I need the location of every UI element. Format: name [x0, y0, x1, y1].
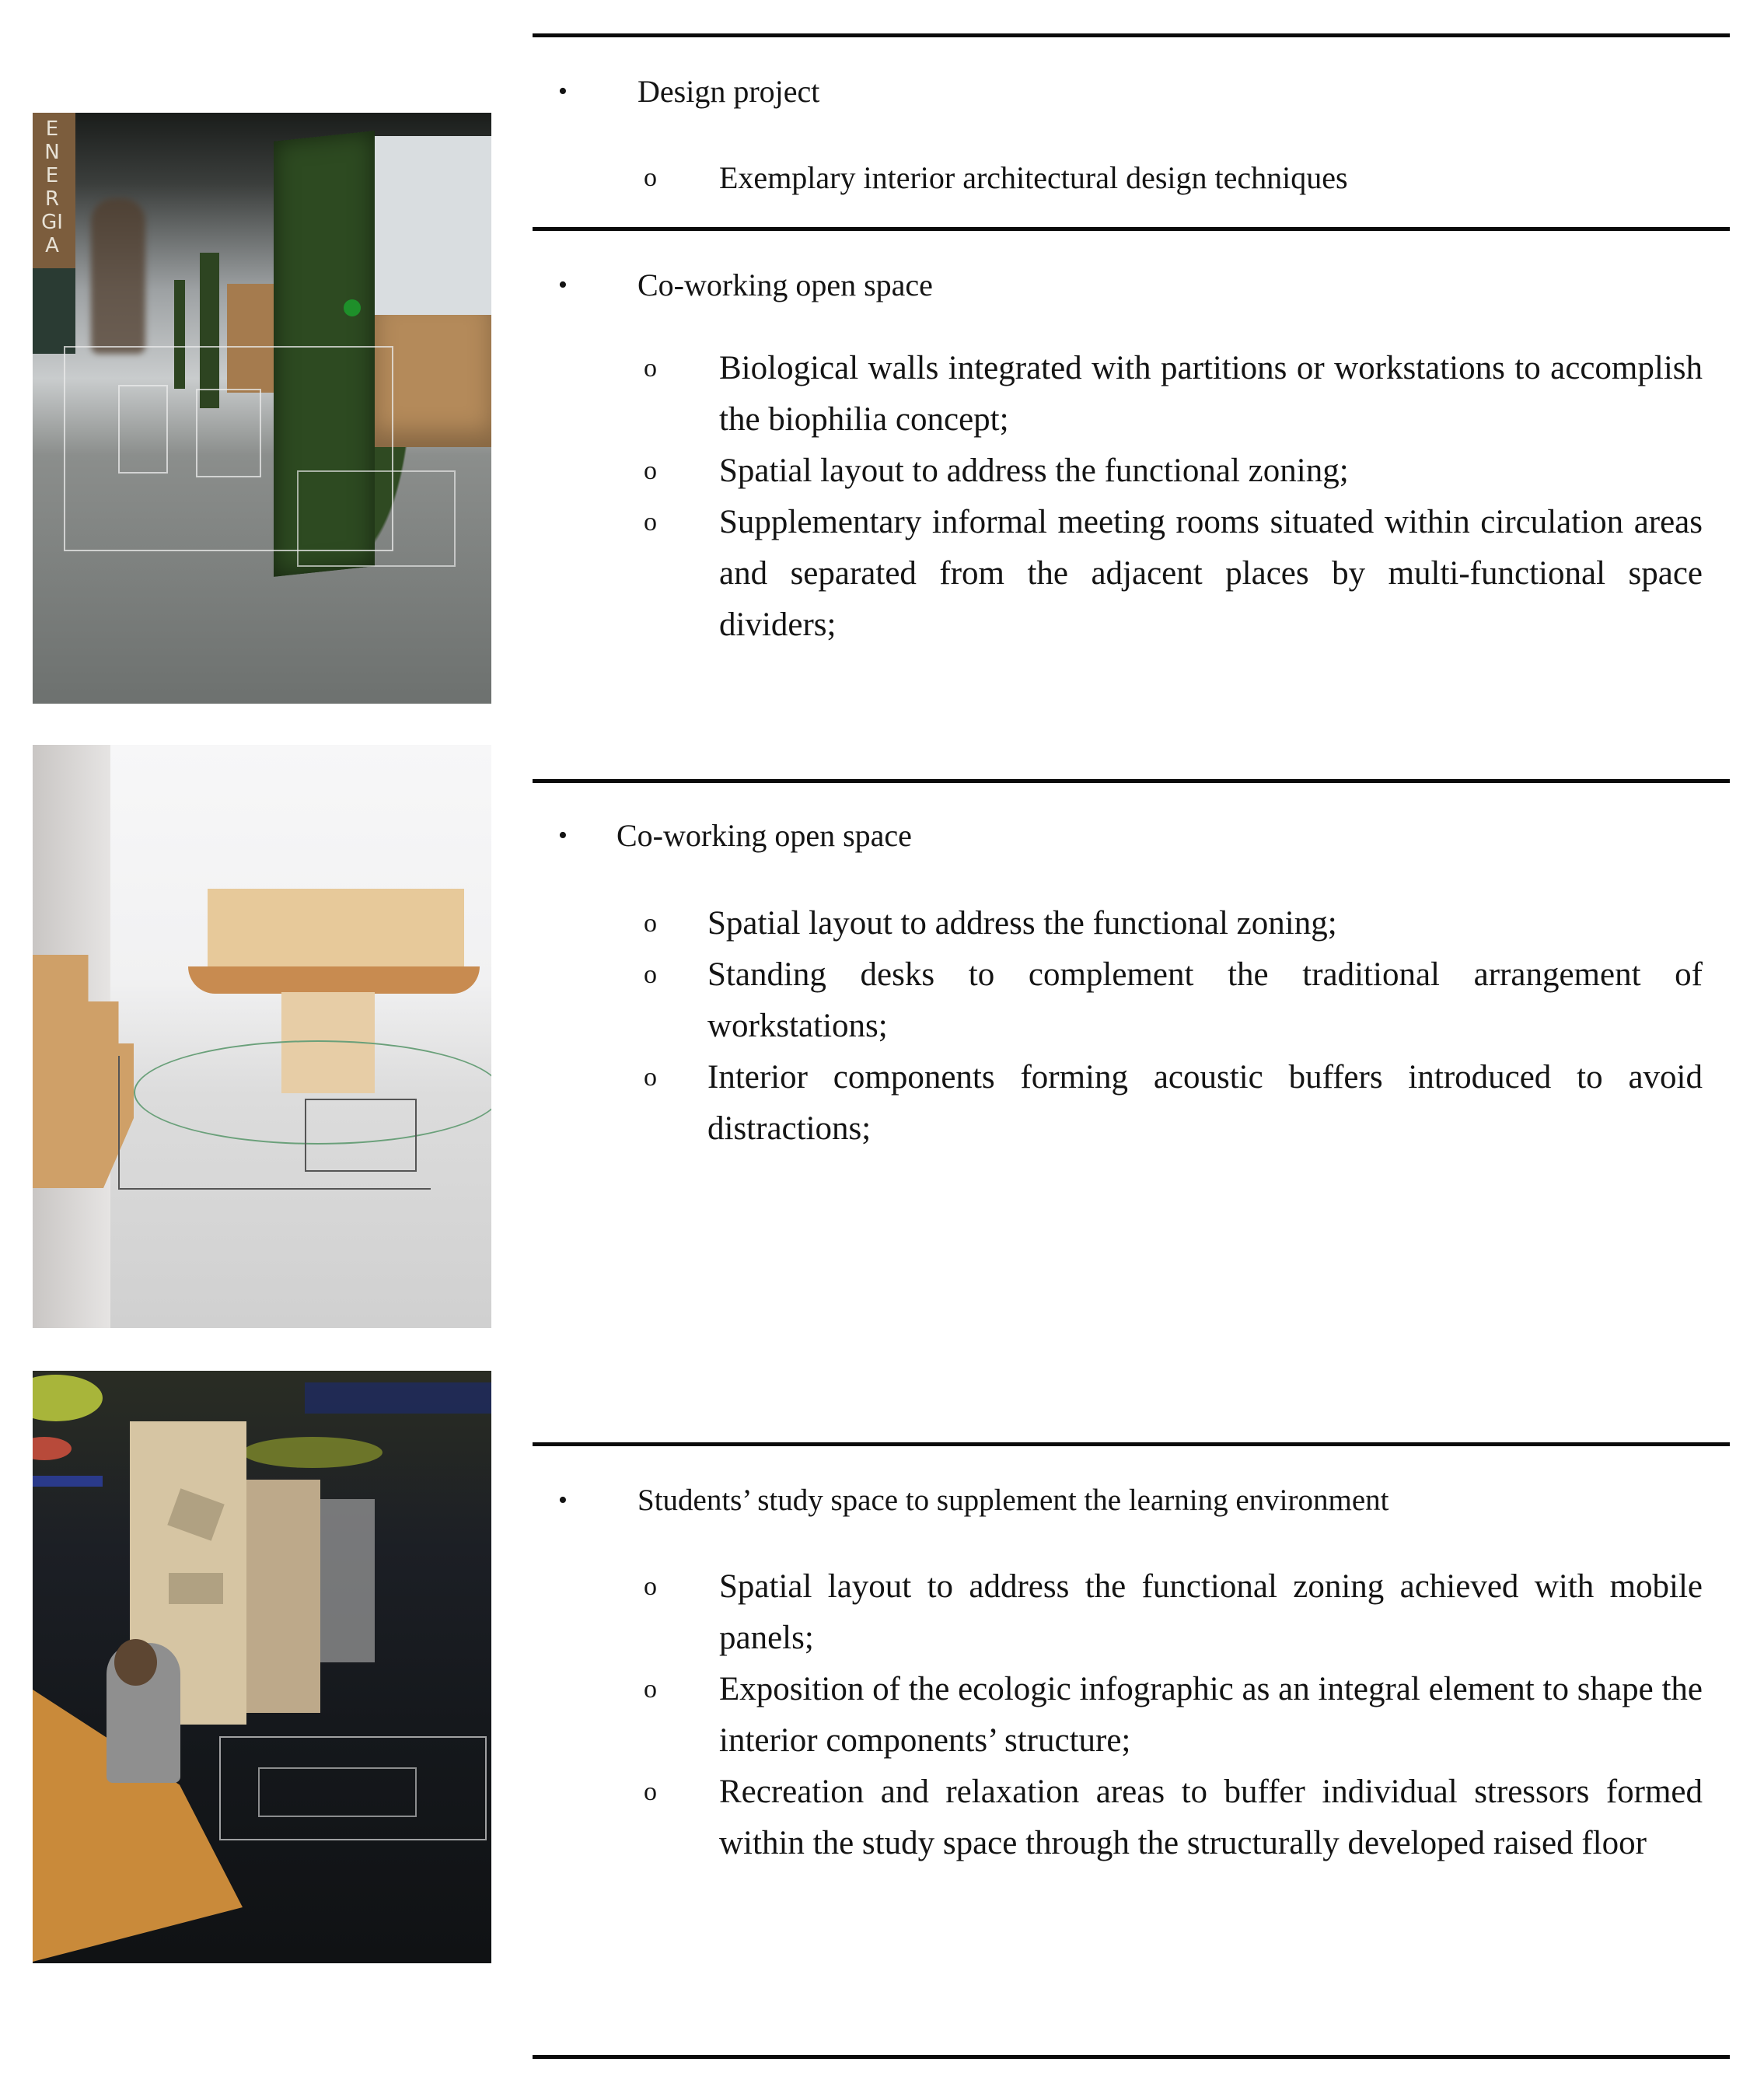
ceiling-element — [305, 1382, 491, 1414]
floor-plan-room — [118, 385, 168, 474]
table-rule-top — [533, 33, 1730, 37]
ceiling-ring — [33, 1437, 72, 1460]
blurred-person — [91, 198, 145, 354]
table-rule — [533, 1442, 1730, 1446]
hollow-bullet-icon: o — [644, 354, 657, 383]
section-heading: Students’ study space to supplement the learning environment — [637, 1484, 1389, 1517]
ceiling-ring — [243, 1437, 382, 1468]
bullet-icon: • — [558, 271, 568, 299]
design-image-study-space — [33, 1371, 491, 1963]
section-heading: Co-working open space — [637, 267, 933, 302]
ceiling-ring — [33, 1476, 103, 1487]
plan-elevation — [305, 1099, 417, 1172]
hollow-bullet-icon: o — [644, 1777, 657, 1806]
section-drawing-detail — [258, 1767, 417, 1817]
hollow-bullet-icon: o — [644, 163, 657, 192]
floor-plan-detail — [297, 470, 456, 567]
list-item-level2: o Interior components forming acoustic buffers introduced to avoid distractions; — [644, 1052, 1703, 1155]
wall-area — [375, 136, 491, 315]
list-item-level2: o Exposition of the ecologic infographic as an integral element to shape the interior components’ structure; — [644, 1664, 1703, 1767]
image-title-energia: ENERGIA — [41, 117, 63, 257]
list-item-level2: o Spatial layout to address the functional zoning achieved with mobile panels; — [644, 1561, 1703, 1664]
booth-desk-ring — [188, 966, 480, 994]
hollow-bullet-icon: o — [644, 456, 657, 485]
sub-list — [644, 898, 1703, 1155]
mobile-panel — [320, 1499, 375, 1662]
bullet-icon: • — [558, 821, 568, 850]
sub-list — [644, 152, 1613, 204]
section-heading: Co-working open space — [617, 818, 912, 853]
design-image-energia — [33, 113, 491, 704]
floor-plan-room — [196, 389, 261, 477]
panel-infographic-shape — [169, 1573, 223, 1604]
hollow-bullet-icon: o — [644, 1063, 657, 1092]
table-rule-bottom — [533, 2055, 1730, 2059]
hollow-bullet-icon: o — [644, 960, 657, 989]
green-marker — [344, 299, 361, 316]
hollow-bullet-icon: o — [644, 1572, 657, 1601]
list-item-level2: o Biological walls integrated with partitions or workstations to accomplish the biophilia concept; — [644, 343, 1703, 446]
table-rule — [533, 779, 1730, 783]
ceiling-ring — [33, 1375, 103, 1421]
list-item-level2: o Exemplary interior architectural design techniques — [644, 152, 1613, 204]
bullet-icon: • — [558, 77, 568, 106]
dark-band — [33, 268, 75, 354]
person-head — [114, 1639, 157, 1686]
mobile-panel — [246, 1480, 320, 1713]
hollow-bullet-icon: o — [644, 1675, 657, 1704]
section-heading: Design project — [637, 74, 820, 109]
booth-panels — [208, 889, 464, 970]
hollow-bullet-icon: o — [644, 909, 657, 938]
bullet-icon: • — [558, 1486, 568, 1515]
list-item-level2: o Standing desks to complement the traditional arrangement of workstations; — [644, 949, 1703, 1052]
list-item-level2: o Supplementary informal meeting rooms situated within circulation areas and separated from the adjacent places by multi-functional space dividers; — [644, 497, 1703, 651]
list-item-level2: o Spatial layout to address the functional zoning; — [644, 898, 1703, 949]
design-image-coworking-booth — [33, 745, 491, 1328]
list-item-level2: o Spatial layout to address the functional zoning; — [644, 446, 1703, 497]
sub-list — [644, 1561, 1703, 1869]
hollow-bullet-icon: o — [644, 508, 657, 536]
list-item-level2: o Recreation and relaxation areas to buffer individual stressors formed within the study space through the structurally developed raised floor — [644, 1767, 1703, 1869]
table-rule — [533, 227, 1730, 231]
sub-list — [644, 343, 1703, 651]
